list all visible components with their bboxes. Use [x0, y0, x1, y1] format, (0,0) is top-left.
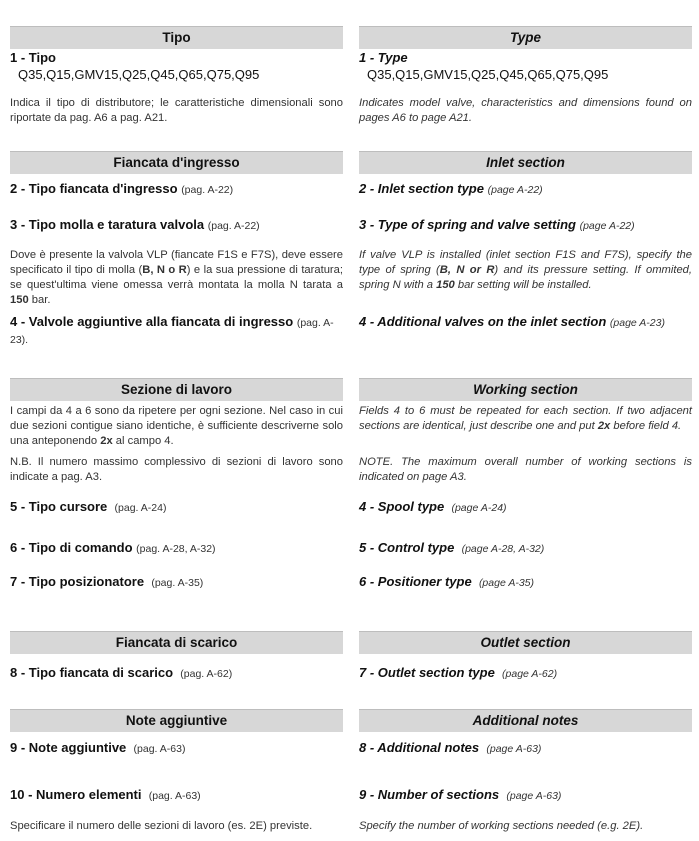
field-4-en: [359, 314, 692, 329]
desc-tipo-it: Indica il tipo di distributore; le caratteristiche dimensionali sono riportate da pag. A6 a pag. A21.: [10, 97, 343, 124]
desc-work-c: al campo 4.: [112, 435, 174, 447]
field-10-label: 10 - Numero elementi: [10, 787, 142, 802]
desc-work-a: I campi da 4 a 6 sono da ripetere per ogni sezione. Nel caso in cui due sezioni contigue siano identiche, è sufficiente descriverne solo una anteponendo: [10, 405, 343, 447]
field-5-it: [10, 499, 343, 514]
pressure-value-en: 150: [436, 279, 455, 291]
desc-type-en: Indicates model valve, characteristics and dimensions found on pages A6 to page A21.: [359, 97, 692, 124]
field-6-ref: (pag. A-28, A-32): [136, 543, 216, 555]
pressure-value: 150: [10, 294, 29, 306]
field-3-en-ref: (page A-22): [579, 220, 635, 232]
field-4-spool-label: 4 - Spool type: [359, 499, 445, 514]
field-2-en-ref: (page A-22): [487, 184, 543, 196]
field-2-it: [10, 181, 343, 196]
header-inlet-section: Inlet section: [359, 151, 692, 174]
desc-inlet-c: ) e la sua pressione di taratura; se quest'ultima viene omessa verrà montata la molla N tarata a: [10, 264, 343, 291]
field-7-en: [359, 665, 692, 680]
field-8-label: 8 - Tipo fiancata di scarico: [10, 665, 174, 680]
field-3-en: [359, 217, 692, 232]
desc-inlet-a: Dove è presente la valvola VLP (fiancate F1S e F7S), deve essere specificato il tipo di molla (: [10, 249, 343, 276]
desc-work-en-c: before field 4.: [610, 420, 682, 432]
field-2-label: 2 - Tipo fiancata d'ingresso: [10, 181, 178, 196]
note-work-it: N.B. Il numero massimo complessivo di sezioni di lavoro sono indicate a pag. A3.: [10, 456, 343, 483]
field-4-it: [10, 314, 343, 348]
field-2-ref: (pag. A-22): [181, 184, 234, 196]
header-type: Type: [359, 26, 692, 49]
field-2-en-label: 2 - Inlet section type: [359, 181, 484, 196]
desc-inlet-en: [359, 248, 692, 293]
field-9-en-label: 9 - Number of sections: [359, 787, 500, 802]
field-5-en-label: 5 - Control type: [359, 540, 455, 555]
field-9-en-ref: (page A-63): [506, 790, 562, 802]
field-4-en-label: 4 - Additional valves on the inlet section: [359, 314, 607, 329]
field-9-it: [10, 740, 343, 755]
header-additional-notes: Additional notes: [359, 709, 692, 732]
field-6-it: [10, 540, 343, 555]
header-fiancata-ingresso: Fiancata d'ingresso: [10, 151, 343, 174]
note-work-en: NOTE. The maximum overall number of working sections is indicated on page A3.: [359, 456, 692, 483]
desc-work-en-2x: 2x: [597, 420, 611, 432]
field-4-spool-en: [359, 499, 692, 514]
desc-inlet-en-c: ) and its pressure setting. If ommited, spring N with a: [359, 264, 693, 291]
header-sezione-lavoro: Sezione di lavoro: [10, 378, 343, 401]
header-note-aggiuntive: Note aggiuntive: [10, 709, 343, 732]
field-8-en: [359, 740, 692, 755]
desc-inlet-en-a: If valve VLP is installed (inlet section F1S and F7S), specify the type of spring (: [359, 249, 692, 276]
desc-notes-it: Specificare il numero delle sezioni di lavoro (es. 2E) previste.: [10, 820, 313, 832]
field-8-en-label: 8 - Additional notes: [359, 740, 480, 755]
field-3-it: [10, 217, 343, 232]
header-outlet-section: Outlet section: [359, 631, 692, 654]
header-fiancata-scarico: Fiancata di scarico: [10, 631, 343, 654]
header-working-section: Working section: [359, 378, 692, 401]
field-4-spool-ref: (page A-24): [451, 502, 507, 514]
valve-types-it: Q35,Q15,GMV15,Q25,Q45,Q65,Q75,Q95: [18, 67, 260, 82]
field-4-en-ref: (page A-23): [609, 317, 665, 329]
desc-work-en: [359, 404, 692, 434]
desc-work-2x: 2x: [100, 435, 113, 447]
field-8-ref: (pag. A-62): [180, 668, 233, 680]
spring-types-en: B, N or R: [439, 264, 495, 276]
field-5-en: [359, 540, 692, 555]
field-5-ref: (pag. A-24): [114, 502, 167, 514]
field-3-ref: (pag. A-22): [207, 220, 260, 232]
field-6-en-ref: (page A-35): [478, 577, 534, 589]
field-4-ref: (pag. A-23).: [10, 317, 334, 346]
field-6-en-label: 6 - Positioner type: [359, 574, 472, 589]
field-8-en-ref: (page A-63): [486, 743, 542, 755]
desc-inlet-it: [10, 248, 343, 308]
field-7-it: [10, 574, 343, 589]
field-9-ref: (pag. A-63): [133, 743, 186, 755]
desc-notes-en: Specify the number of working sections needed (e.g. 2E).: [359, 820, 644, 832]
field-3-en-label: 3 - Type of spring and valve setting: [359, 217, 576, 232]
field-5-label: 5 - Tipo cursore: [10, 499, 108, 514]
field-9-label: 9 - Note aggiuntive: [10, 740, 127, 755]
field-7-en-ref: (page A-62): [502, 668, 558, 680]
desc-inlet-en-e: bar setting will be installed.: [454, 279, 592, 291]
field-8-it: [10, 665, 343, 680]
field-10-ref: (pag. A-63): [148, 790, 201, 802]
field-7-en-label: 7 - Outlet section type: [359, 665, 495, 680]
field-10-it: [10, 787, 343, 802]
desc-inlet-e: bar.: [28, 294, 51, 306]
field-7-label: 7 - Tipo posizionatore: [10, 574, 145, 589]
spring-types: B, N o R: [142, 264, 187, 276]
field-6-en: [359, 574, 692, 589]
field-3-label: 3 - Tipo molla e taratura valvola: [10, 217, 205, 232]
field-2-en: [359, 181, 692, 196]
field-1-type: 1 - Type: [359, 50, 408, 65]
field-6-label: 6 - Tipo di comando: [10, 540, 133, 555]
header-tipo: Tipo: [10, 26, 343, 49]
field-4-label: 4 - Valvole aggiuntive alla fiancata di ingresso: [10, 314, 294, 329]
field-9-en: [359, 787, 692, 802]
desc-work-it: [10, 404, 343, 449]
desc-work-en-a: Fields 4 to 6 must be repeated for each section. If two adjacent sections are identical, just describe one and put: [359, 405, 692, 432]
field-1-tipo: 1 - Tipo: [10, 50, 56, 65]
valve-types-en: Q35,Q15,GMV15,Q25,Q45,Q65,Q75,Q95: [367, 67, 609, 82]
field-7-ref: (pag. A-35): [151, 577, 204, 589]
field-5-en-ref: (page A-28, A-32): [461, 543, 545, 555]
